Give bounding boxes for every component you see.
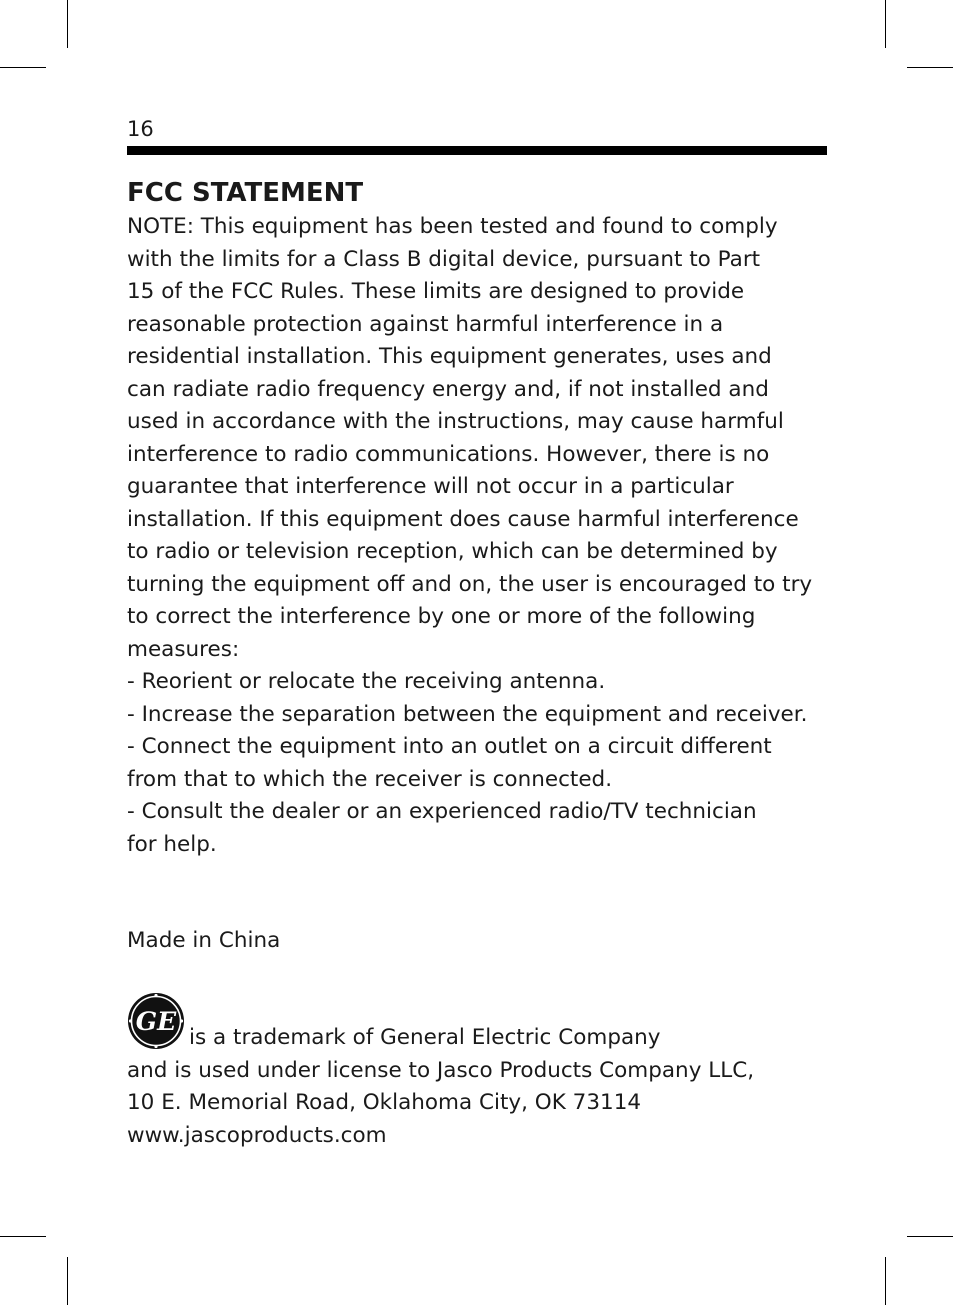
crop-mark-top-left-horizontal <box>0 67 46 68</box>
fcc-statement-body <box>127 211 827 861</box>
measure-item: for help. <box>127 831 217 857</box>
note-line: to correct the interference by one or more of the following <box>127 604 756 629</box>
note-line: interference to radio communications. However, there is no <box>127 441 770 467</box>
crop-mark-bottom-right-horizontal <box>907 1236 953 1237</box>
ge-logo-text: GE <box>135 1007 177 1036</box>
crop-mark-bottom-right-vertical <box>885 1257 886 1305</box>
note-line: turning the equipment off and on, the user is encouraged to try <box>127 571 813 597</box>
header-rule <box>127 146 827 155</box>
note-line: used in accordance with the instructions, may cause harmful <box>127 409 784 434</box>
note-line: 15 of the FCC Rules. These limits are designed to provide <box>127 279 745 304</box>
crop-mark-bottom-left-vertical <box>67 1257 68 1305</box>
note-line: NOTE: This equipment has been tested and found to comply <box>127 214 778 239</box>
trademark-notice <box>127 1022 827 1152</box>
measure-item: - Connect the equipment into an outlet on a circuit different <box>127 734 772 759</box>
crop-mark-top-left-vertical <box>67 0 68 48</box>
trademark-line: is a trademark of General Electric Company <box>189 1025 661 1050</box>
note-line: installation. If this equipment does cause harmful interference <box>127 506 799 532</box>
note-line: can radiate radio frequency energy and, if not installed and <box>127 376 769 402</box>
note-line: reasonable protection against harmful interference in a <box>127 311 724 337</box>
section-title: FCC STATEMENT <box>127 178 364 208</box>
note-line: guarantee that interference will not occur in a particular <box>127 474 734 499</box>
license-line: and is used under license to Jasco Products Company LLC, <box>127 1057 755 1083</box>
fcc-note <box>127 211 827 666</box>
address-line: 10 E. Memorial Road, Oklahoma City, OK 73114 <box>127 1090 642 1115</box>
crop-mark-bottom-left-horizontal <box>0 1236 46 1237</box>
measure-item: - Consult the dealer or an experienced radio/TV technician <box>127 799 757 824</box>
measure-item: - Reorient or relocate the receiving antenna. <box>127 669 606 694</box>
crop-mark-top-right-vertical <box>885 0 886 48</box>
note-line: to radio or television reception, which can be determined by <box>127 539 778 564</box>
measure-item: - Increase the separation between the equipment and receiver. <box>127 701 808 727</box>
crop-mark-top-right-horizontal <box>907 67 953 68</box>
note-line: with the limits for a Class B digital device, pursuant to Part <box>127 246 761 272</box>
website-url: www.jascoproducts.com <box>127 1122 387 1148</box>
made-in-label: Made in China <box>127 928 281 953</box>
fcc-measures-list <box>127 666 827 861</box>
note-line: measures: <box>127 636 240 662</box>
note-line: residential installation. This equipment generates, uses and <box>127 344 772 369</box>
page-number: 16 <box>127 117 154 141</box>
measure-item: from that to which the receiver is connected. <box>127 766 613 792</box>
